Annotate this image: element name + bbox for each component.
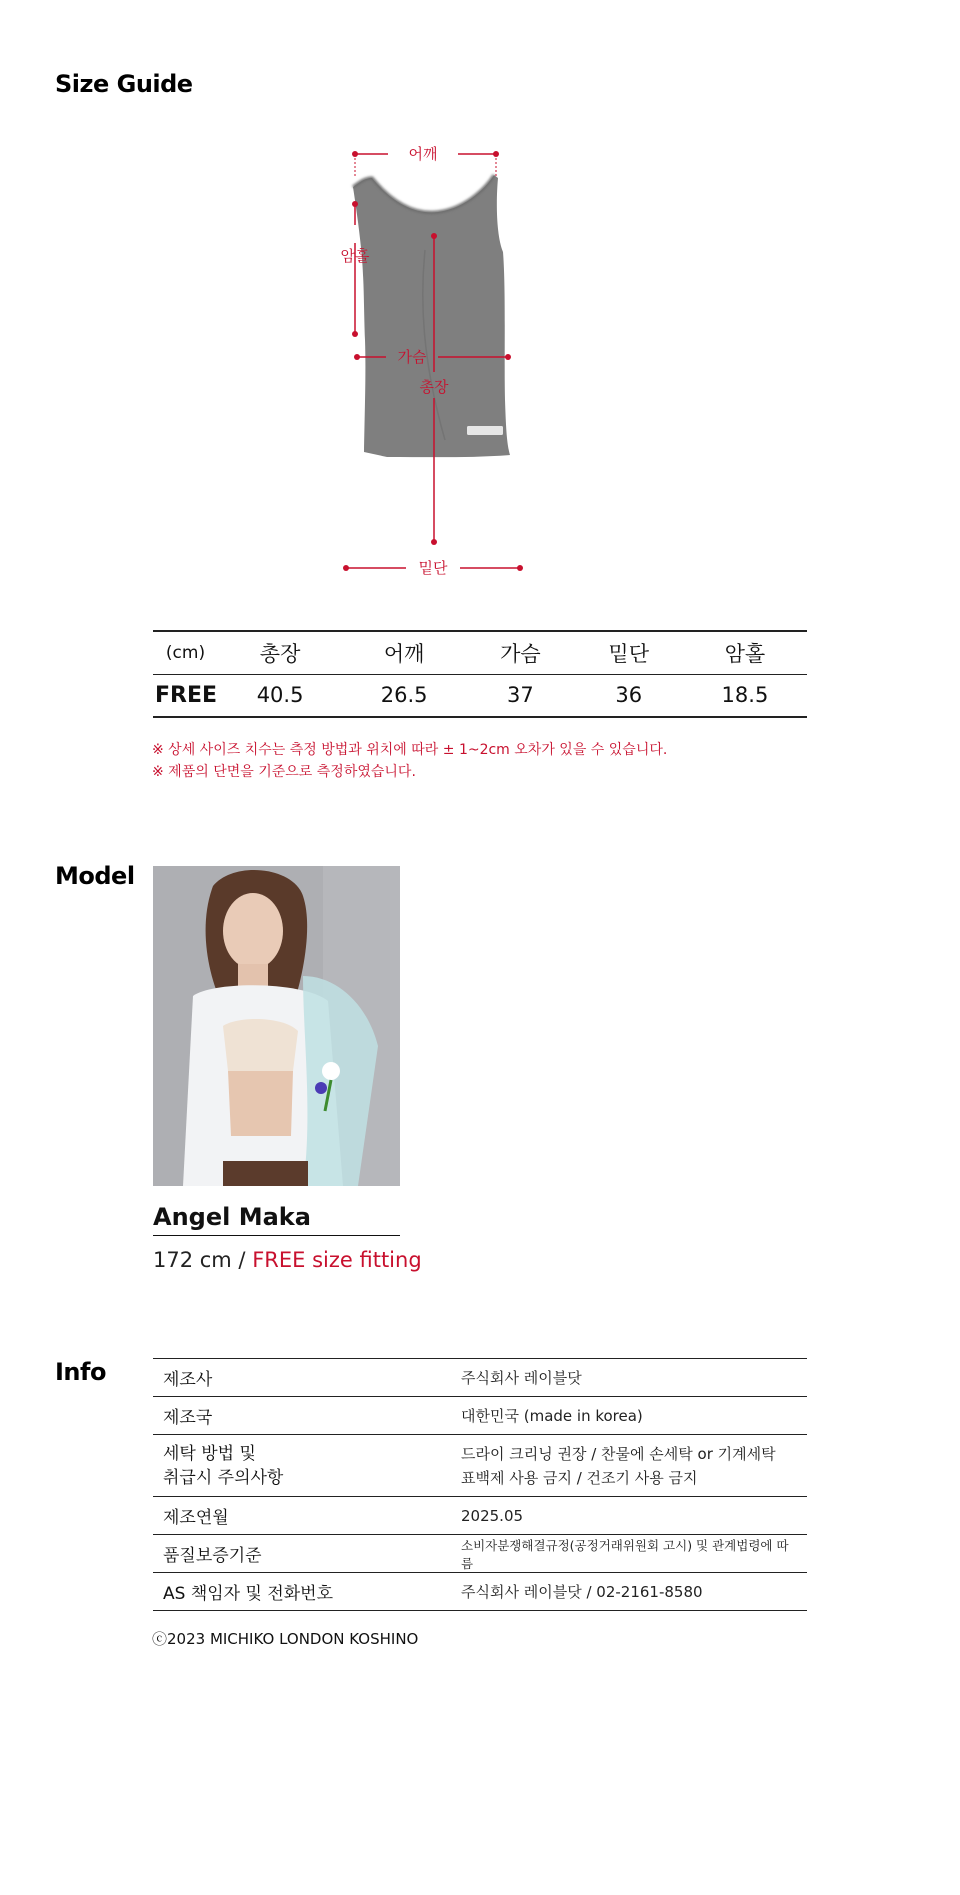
info-value-date: 2025.05: [461, 1506, 524, 1525]
model-name: Angel Maka: [153, 1203, 400, 1236]
col-shoulder: 어깨: [383, 641, 425, 666]
info-key-care-line-1: 세탁 방법 및: [163, 1443, 256, 1464]
info-value-care: [451, 1435, 807, 1497]
shoulder-measure: [352, 145, 499, 178]
size-table-header: [153, 631, 807, 674]
info-key-warranty: 품질보증기준: [163, 1546, 262, 1566]
size-guide-title: Size Guide: [55, 70, 193, 98]
unit-header: (cm): [165, 642, 206, 663]
model-photo-illustration: [153, 866, 400, 1186]
copyright-text: ⓒ2023 MICHIKO LONDON KOSHINO: [152, 1630, 419, 1648]
product-info-table: [153, 1358, 807, 1611]
model-title: Model: [55, 862, 135, 890]
col-hem: 밑단: [608, 641, 649, 666]
table-row: [153, 1397, 807, 1435]
info-value-care-line-2: 표백제 사용 금지 / 건조기 사용 금지: [461, 1468, 698, 1487]
table-row: [153, 1573, 807, 1611]
value-length: 40.5: [256, 683, 304, 708]
size-table: [153, 630, 807, 718]
info-key-country: 제조국: [163, 1408, 213, 1428]
table-row: [153, 674, 807, 717]
table-row: [153, 1435, 807, 1497]
model-fit-size: FREE size fitting: [252, 1248, 422, 1272]
table-row: [153, 1359, 807, 1397]
shoulder-label: 어깨: [408, 145, 438, 163]
model-height: 172 cm /: [153, 1248, 246, 1272]
size-label: FREE: [155, 682, 218, 708]
info-value-warranty: 소비자분쟁해결규정(공정거래위원회 고시) 및 관계법령에 따름: [461, 1537, 789, 1571]
info-value-country: 대한민국 (made in korea): [461, 1407, 643, 1425]
info-value-care-line-1: 드라이 크리닝 권장 / 찬물에 손세탁 or 기계세탁: [461, 1444, 776, 1463]
info-value-as-contact: 주식회사 레이블닷 / 02-2161-8580: [461, 1583, 703, 1601]
chest-label: 가슴: [397, 348, 427, 366]
info-key-care: [153, 1435, 451, 1497]
garment-label: [467, 426, 503, 435]
info-key-as-contact: AS 책임자 및 전화번호: [163, 1584, 334, 1604]
model-size-info: [153, 1248, 422, 1272]
info-key-date: 제조연월: [163, 1508, 229, 1528]
col-armhole: 암홀: [724, 641, 766, 666]
size-note-tolerance: ※ 상세 사이즈 치수는 측정 방법과 위치에 따라 ± 1~2cm 오차가 있을 수 있습니다.: [152, 742, 668, 758]
info-key-care-line-2: 취급시 주의사항: [163, 1467, 284, 1488]
value-hem: 36: [615, 683, 643, 708]
value-chest: 37: [506, 683, 534, 708]
model-photo: [153, 866, 400, 1186]
value-armhole: 18.5: [721, 683, 769, 708]
info-value-manufacturer: 주식회사 레이블닷: [461, 1369, 582, 1387]
info-key-manufacturer: 제조사: [163, 1370, 213, 1390]
col-chest: 가슴: [500, 641, 541, 666]
info-title: Info: [55, 1358, 106, 1386]
hem-measure: [343, 559, 523, 577]
tank-top-silhouette: [353, 175, 510, 457]
garment-measurement-diagram: [320, 140, 620, 580]
size-note-method: ※ 제품의 단면을 기준으로 측정하였습니다.: [152, 764, 416, 780]
hem-label: 밑단: [418, 559, 448, 577]
col-length: 총장: [259, 641, 301, 666]
table-row: [153, 1497, 807, 1535]
length-label: 총장: [419, 378, 449, 396]
value-shoulder: 26.5: [380, 683, 428, 708]
table-row: [153, 1535, 807, 1573]
armhole-label: 암홀: [340, 247, 370, 265]
